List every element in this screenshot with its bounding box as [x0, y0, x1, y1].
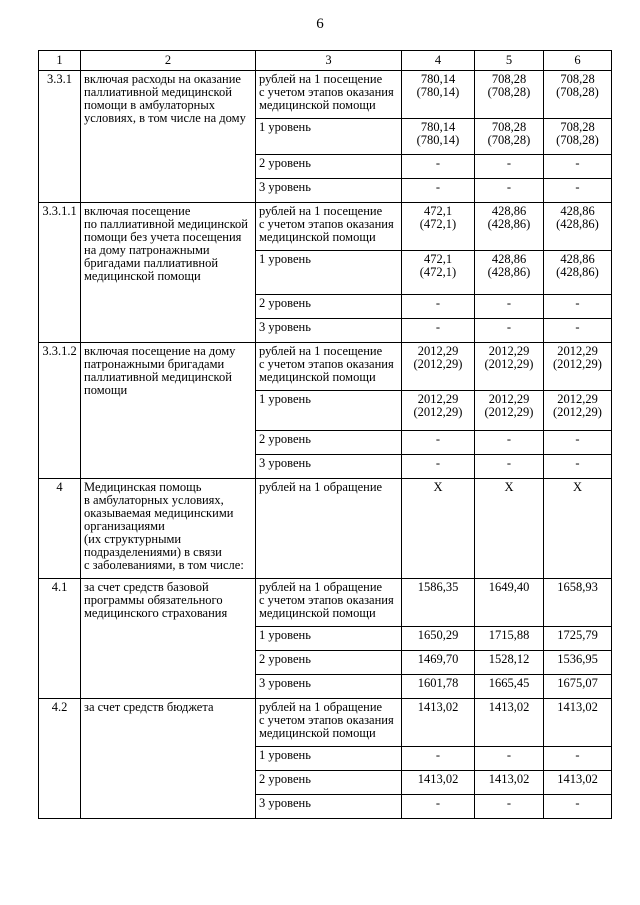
- value-cell-6: 428,86 (428,86): [544, 251, 612, 295]
- value-cell-4: 1586,35: [402, 579, 475, 627]
- row-description: включая посещение по паллиативной медицинской помощи без учета посещения на дому патронажными бригадами паллиативной медицинской помощи: [81, 203, 256, 343]
- value-cell-5: 1413,02: [475, 771, 544, 795]
- value-cell-5: 1413,02: [475, 699, 544, 747]
- value-cell-4: 2012,29 (2012,29): [402, 391, 475, 431]
- tariff-table: [38, 50, 612, 819]
- unit-cell: 3 уровень: [256, 675, 402, 699]
- unit-cell: 1 уровень: [256, 391, 402, 431]
- row-number: 3.3.1.2: [39, 343, 81, 479]
- column-number-row: [39, 51, 612, 71]
- value-cell-6: -: [544, 455, 612, 479]
- unit-cell: 3 уровень: [256, 319, 402, 343]
- value-cell-6: 1413,02: [544, 771, 612, 795]
- value-cell-4: 1469,70: [402, 651, 475, 675]
- value-cell-4: 1413,02: [402, 771, 475, 795]
- value-cell-6: -: [544, 295, 612, 319]
- column-number: 5: [475, 51, 544, 71]
- row-description: за счет средств базовой программы обязательного медицинского страхования: [81, 579, 256, 699]
- value-cell-4: 1650,29: [402, 627, 475, 651]
- value-cell-5: -: [475, 179, 544, 203]
- column-number: 6: [544, 51, 612, 71]
- unit-cell: 2 уровень: [256, 431, 402, 455]
- value-cell-6: 708,28 (708,28): [544, 119, 612, 155]
- value-cell-6: -: [544, 431, 612, 455]
- unit-cell: 3 уровень: [256, 795, 402, 819]
- value-cell-5: -: [475, 431, 544, 455]
- value-cell-5: 1715,88: [475, 627, 544, 651]
- row-description: включая расходы на оказание паллиативной медицинской помощи в амбулаторных условиях, в том числе на дому: [81, 71, 256, 203]
- value-cell-6: 428,86 (428,86): [544, 203, 612, 251]
- value-cell-6: 2012,29 (2012,29): [544, 343, 612, 391]
- value-cell-6: -: [544, 319, 612, 343]
- value-cell-5: 708,28 (708,28): [475, 71, 544, 119]
- unit-cell: 1 уровень: [256, 119, 402, 155]
- value-cell-5: 2012,29 (2012,29): [475, 391, 544, 431]
- unit-cell: 2 уровень: [256, 651, 402, 675]
- unit-cell: 2 уровень: [256, 155, 402, 179]
- unit-cell: 3 уровень: [256, 179, 402, 203]
- row-number: 4.1: [39, 579, 81, 699]
- value-cell-6: 1413,02: [544, 699, 612, 747]
- value-cell-4: 472,1 (472,1): [402, 251, 475, 295]
- unit-cell: рублей на 1 обращение: [256, 479, 402, 579]
- value-cell-6: 1536,95: [544, 651, 612, 675]
- column-number: 1: [39, 51, 81, 71]
- unit-cell: 1 уровень: [256, 251, 402, 295]
- value-cell-4: -: [402, 179, 475, 203]
- value-cell-5: -: [475, 155, 544, 179]
- value-cell-6: -: [544, 795, 612, 819]
- column-number: 4: [402, 51, 475, 71]
- value-cell-6: -: [544, 179, 612, 203]
- table-row: [39, 71, 612, 119]
- value-cell-5: 1528,12: [475, 651, 544, 675]
- value-cell-6: 1658,93: [544, 579, 612, 627]
- value-cell-4: Х: [402, 479, 475, 579]
- value-cell-6: 1725,79: [544, 627, 612, 651]
- value-cell-4: 1601,78: [402, 675, 475, 699]
- table-row: [39, 479, 612, 579]
- page-number: 6: [316, 16, 324, 32]
- value-cell-4: 780,14 (780,14): [402, 71, 475, 119]
- value-cell-4: 1413,02: [402, 699, 475, 747]
- value-cell-4: -: [402, 455, 475, 479]
- unit-cell: рублей на 1 обращение с учетом этапов оказания медицинской помощи: [256, 699, 402, 747]
- unit-cell: 1 уровень: [256, 627, 402, 651]
- value-cell-5: 708,28 (708,28): [475, 119, 544, 155]
- row-number: 4.2: [39, 699, 81, 819]
- row-description: включая посещение на дому патронажными бригадами паллиативной медицинской помощи: [81, 343, 256, 479]
- value-cell-5: 428,86 (428,86): [475, 251, 544, 295]
- value-cell-5: 428,86 (428,86): [475, 203, 544, 251]
- value-cell-4: 780,14 (780,14): [402, 119, 475, 155]
- table-row: [39, 343, 612, 391]
- row-description: Медицинская помощь в амбулаторных условиях, оказываемая медицинскими организациями (их структурными подразделениями) в связи с заболеваниями, в том числе:: [81, 479, 256, 579]
- value-cell-4: 2012,29 (2012,29): [402, 343, 475, 391]
- value-cell-5: -: [475, 295, 544, 319]
- value-cell-4: -: [402, 431, 475, 455]
- value-cell-4: -: [402, 319, 475, 343]
- value-cell-4: -: [402, 155, 475, 179]
- value-cell-6: Х: [544, 479, 612, 579]
- column-number: 3: [256, 51, 402, 71]
- value-cell-6: 1675,07: [544, 675, 612, 699]
- value-cell-6: -: [544, 747, 612, 771]
- value-cell-4: 472,1 (472,1): [402, 203, 475, 251]
- value-cell-6: 708,28 (708,28): [544, 71, 612, 119]
- unit-cell: рублей на 1 обращение с учетом этапов оказания медицинской помощи: [256, 579, 402, 627]
- value-cell-5: -: [475, 455, 544, 479]
- unit-cell: рублей на 1 посещение с учетом этапов оказания медицинской помощи: [256, 203, 402, 251]
- value-cell-4: -: [402, 747, 475, 771]
- value-cell-5: 1649,40: [475, 579, 544, 627]
- value-cell-5: 2012,29 (2012,29): [475, 343, 544, 391]
- value-cell-5: -: [475, 795, 544, 819]
- column-number: 2: [81, 51, 256, 71]
- value-cell-6: -: [544, 155, 612, 179]
- table-body: [39, 71, 612, 819]
- table-row: [39, 579, 612, 627]
- row-number: 3.3.1.1: [39, 203, 81, 343]
- table-row: [39, 699, 612, 747]
- value-cell-5: -: [475, 319, 544, 343]
- unit-cell: рублей на 1 посещение с учетом этапов оказания медицинской помощи: [256, 343, 402, 391]
- unit-cell: рублей на 1 посещение с учетом этапов оказания медицинской помощи: [256, 71, 402, 119]
- value-cell-6: 2012,29 (2012,29): [544, 391, 612, 431]
- value-cell-5: -: [475, 747, 544, 771]
- row-number: 4: [39, 479, 81, 579]
- value-cell-4: -: [402, 795, 475, 819]
- unit-cell: 3 уровень: [256, 455, 402, 479]
- row-description: за счет средств бюджета: [81, 699, 256, 819]
- unit-cell: 1 уровень: [256, 747, 402, 771]
- value-cell-5: 1665,45: [475, 675, 544, 699]
- value-cell-5: Х: [475, 479, 544, 579]
- row-number: 3.3.1: [39, 71, 81, 203]
- table-row: [39, 203, 612, 251]
- unit-cell: 2 уровень: [256, 295, 402, 319]
- unit-cell: 2 уровень: [256, 771, 402, 795]
- value-cell-4: -: [402, 295, 475, 319]
